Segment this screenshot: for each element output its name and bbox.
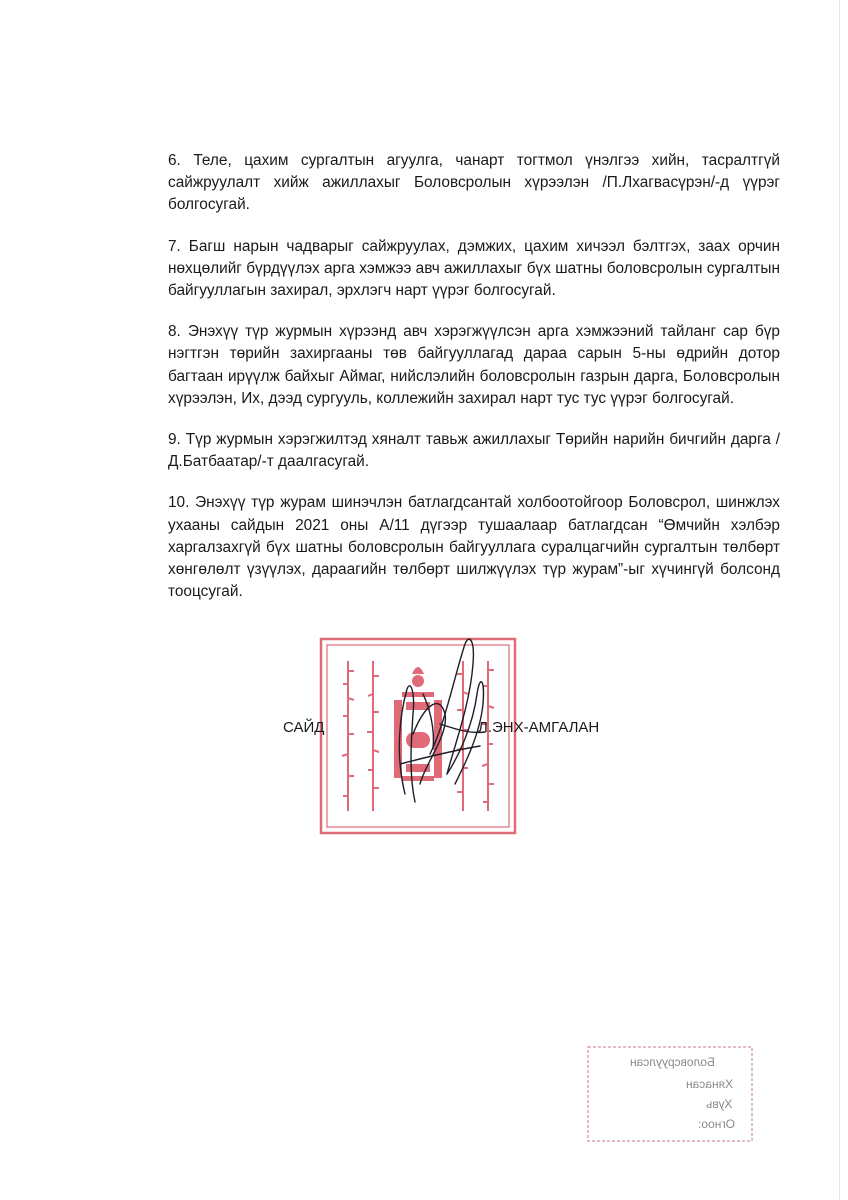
paragraph-6: 6. Теле, цахим сургалтын агуулга, чанарт тогтмол үнэлгээ хийн, тасралтгүй сайжруулалт хийж ажиллахыг Боловсролын хүрээлэн /П.Лхагвасүрэн/-д үүрэг болгосугай. (168, 152, 780, 214)
official-seal (318, 636, 518, 836)
handwritten-signature (385, 634, 495, 809)
registration-line-2: Хянасан (686, 1077, 734, 1091)
registration-line-4: Огноо: (698, 1117, 736, 1131)
registration-stamp (586, 1045, 754, 1143)
paragraph-8: 8. Энэхүү түр журмын хүрээнд авч хэрэгжүүлсэн арга хэмжээний тайланг сар бүр нэгтгэн төрийн захиргааны төв байгууллагад дараа сарын 5-ны өдрийн дотор багтаан ирүүлж байхыг Аймаг, нийслэлийн боловсролын газрын дарга, Боловсролын хүрээлэн, Их, дээд сургууль, коллежийн захирал нарт тус тус үүрэг болгосугай. (168, 323, 780, 407)
paragraph-10: 10. Энэхүү түр журам шинэчлэн батлагдсантай холбоотойгоор Боловсрол, шинжлэх ухааны сайдын 2021 оны А/11 дүгээр тушаалаар батлагдсан “Өмчийн хэлбэр харгалзахгүй бүх шатны боловсролын байгууллага суралцагчийн сургалтын төлбөрт хөнгөлөлт үзүүлэх, дараагийн төлбөрт шилжүүлэх түр журам”-ыг хүчингүй болсонд тооцсугай. (168, 494, 780, 601)
registration-line-3: Хувь (706, 1097, 733, 1111)
paragraph-9: 9. Түр журмын хэрэгжилтэд хяналт тавьж ажиллахыг Төрийн нарийн бичгийн дарга /Д.Батбаатар/-т даалгасугай. (168, 431, 780, 471)
signatory-name: Л.ЭНХ-АМГАЛАН (478, 719, 600, 736)
page-edge (839, 0, 840, 1200)
paragraph-7: 7. Багш нарын чадварыг сайжруулах, дэмжих, цахим хичээл бэлтгэх, заах орчин нөхцөлийг бүрдүүлэх арга хэмжээ авч ажиллахыг бүх шатны боловсролын сургалтын байгууллагын захирал, эрхлэгч нарт үүрэг болгосугай. (168, 237, 780, 300)
signatory-title: САЙД (283, 719, 325, 736)
registration-line-1: Боловсруулсан (630, 1055, 715, 1069)
document-body (168, 150, 780, 622)
